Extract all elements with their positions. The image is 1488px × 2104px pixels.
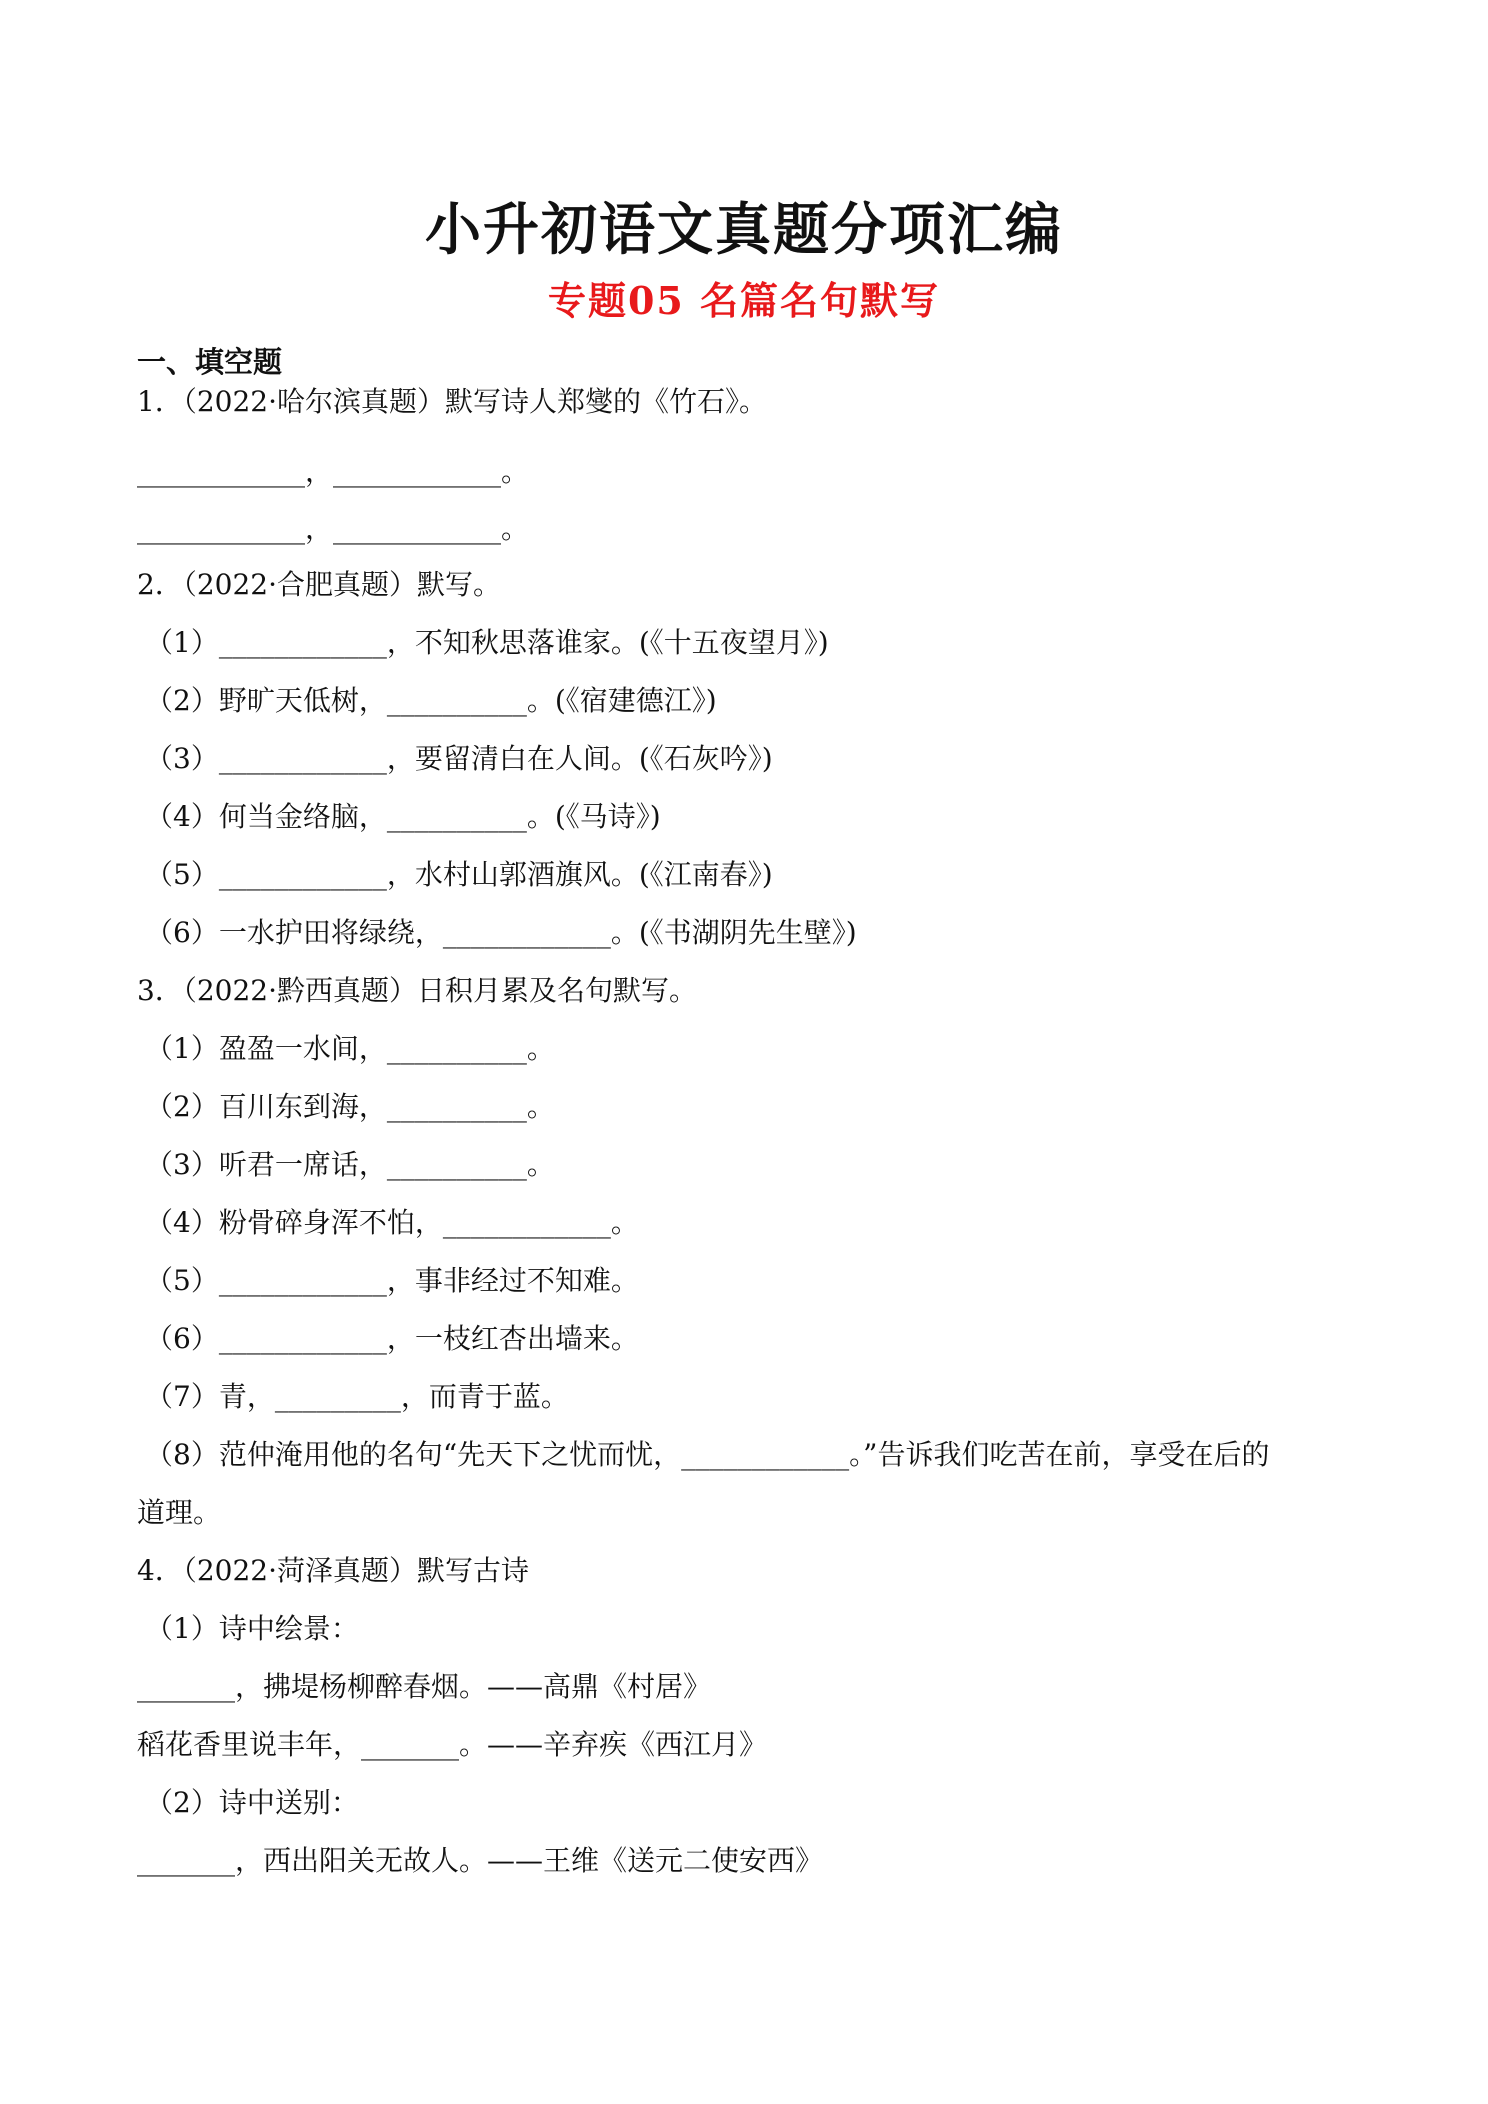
sub-question: （1）盈盈一水间，__________。 <box>145 1032 555 1065</box>
sub-question: （5）____________，水村山郭酒旗风。(《江南春》) <box>145 858 773 891</box>
sub-question: （2）野旷天低树，__________。(《宿建德江》) <box>145 684 717 717</box>
sub-question: （1）诗中绘景： <box>145 1612 359 1645</box>
sub-question: （5）____________，事非经过不知难。 <box>145 1264 639 1297</box>
sub-question: （3）听君一席话，__________。 <box>145 1148 555 1181</box>
sub-question: （3）____________，要留清白在人间。(《石灰吟》) <box>145 742 773 775</box>
sub-question: （4）粉骨碎身浑不怕，____________。 <box>145 1206 639 1239</box>
answer-blank-line: ____________，____________。 <box>137 512 530 545</box>
question-3: 3．（2022·黔西真题）日积月累及名句默写。 <box>137 974 697 1007</box>
topic-subtitle: 专题05 名篇名句默写 <box>547 278 941 323</box>
sub-question-continued: 道理。 <box>137 1496 222 1529</box>
sub-question: （7）青，_________，而青于蓝。 <box>145 1380 569 1413</box>
sub-question: （2）诗中送别： <box>145 1786 359 1819</box>
sub-question: （8）范仲淹用他的名句“先天下之忧而忧，____________。”告诉我们吃苦在前，享受在后的 <box>145 1438 1270 1471</box>
sub-question: （2）百川东到海，__________。 <box>145 1090 555 1123</box>
question-2: 2．（2022·合肥真题）默写。 <box>137 568 501 601</box>
sub-question: （4）何当金络脑，__________。(《马诗》) <box>145 800 661 833</box>
sub-question: （6）____________，一枝红杏出墙来。 <box>145 1322 639 1355</box>
poem-line: _______，西出阳关无故人。——王维《送元二使安西》 <box>137 1844 824 1877</box>
answer-blank-line: ____________，____________。 <box>137 455 530 488</box>
sub-question: （6）一水护田将绿绕，____________。(《书湖阴先生壁》) <box>145 916 857 949</box>
question-1: 1．（2022·哈尔滨真题）默写诗人郑燮的《竹石》。 <box>137 385 767 418</box>
poem-line: 稻花香里说丰年，_______。——辛弃疾《西江月》 <box>137 1728 768 1761</box>
question-4: 4．（2022·菏泽真题）默写古诗 <box>137 1554 529 1587</box>
document-title: 小升初语文真题分项汇编 <box>425 198 1063 263</box>
poem-line: _______，拂堤杨柳醉春烟。——高鼎《村居》 <box>137 1670 712 1703</box>
sub-question: （1）____________，不知秋思落谁家。(《十五夜望月》) <box>145 626 829 659</box>
section-heading: 一、填空题 <box>137 345 283 379</box>
